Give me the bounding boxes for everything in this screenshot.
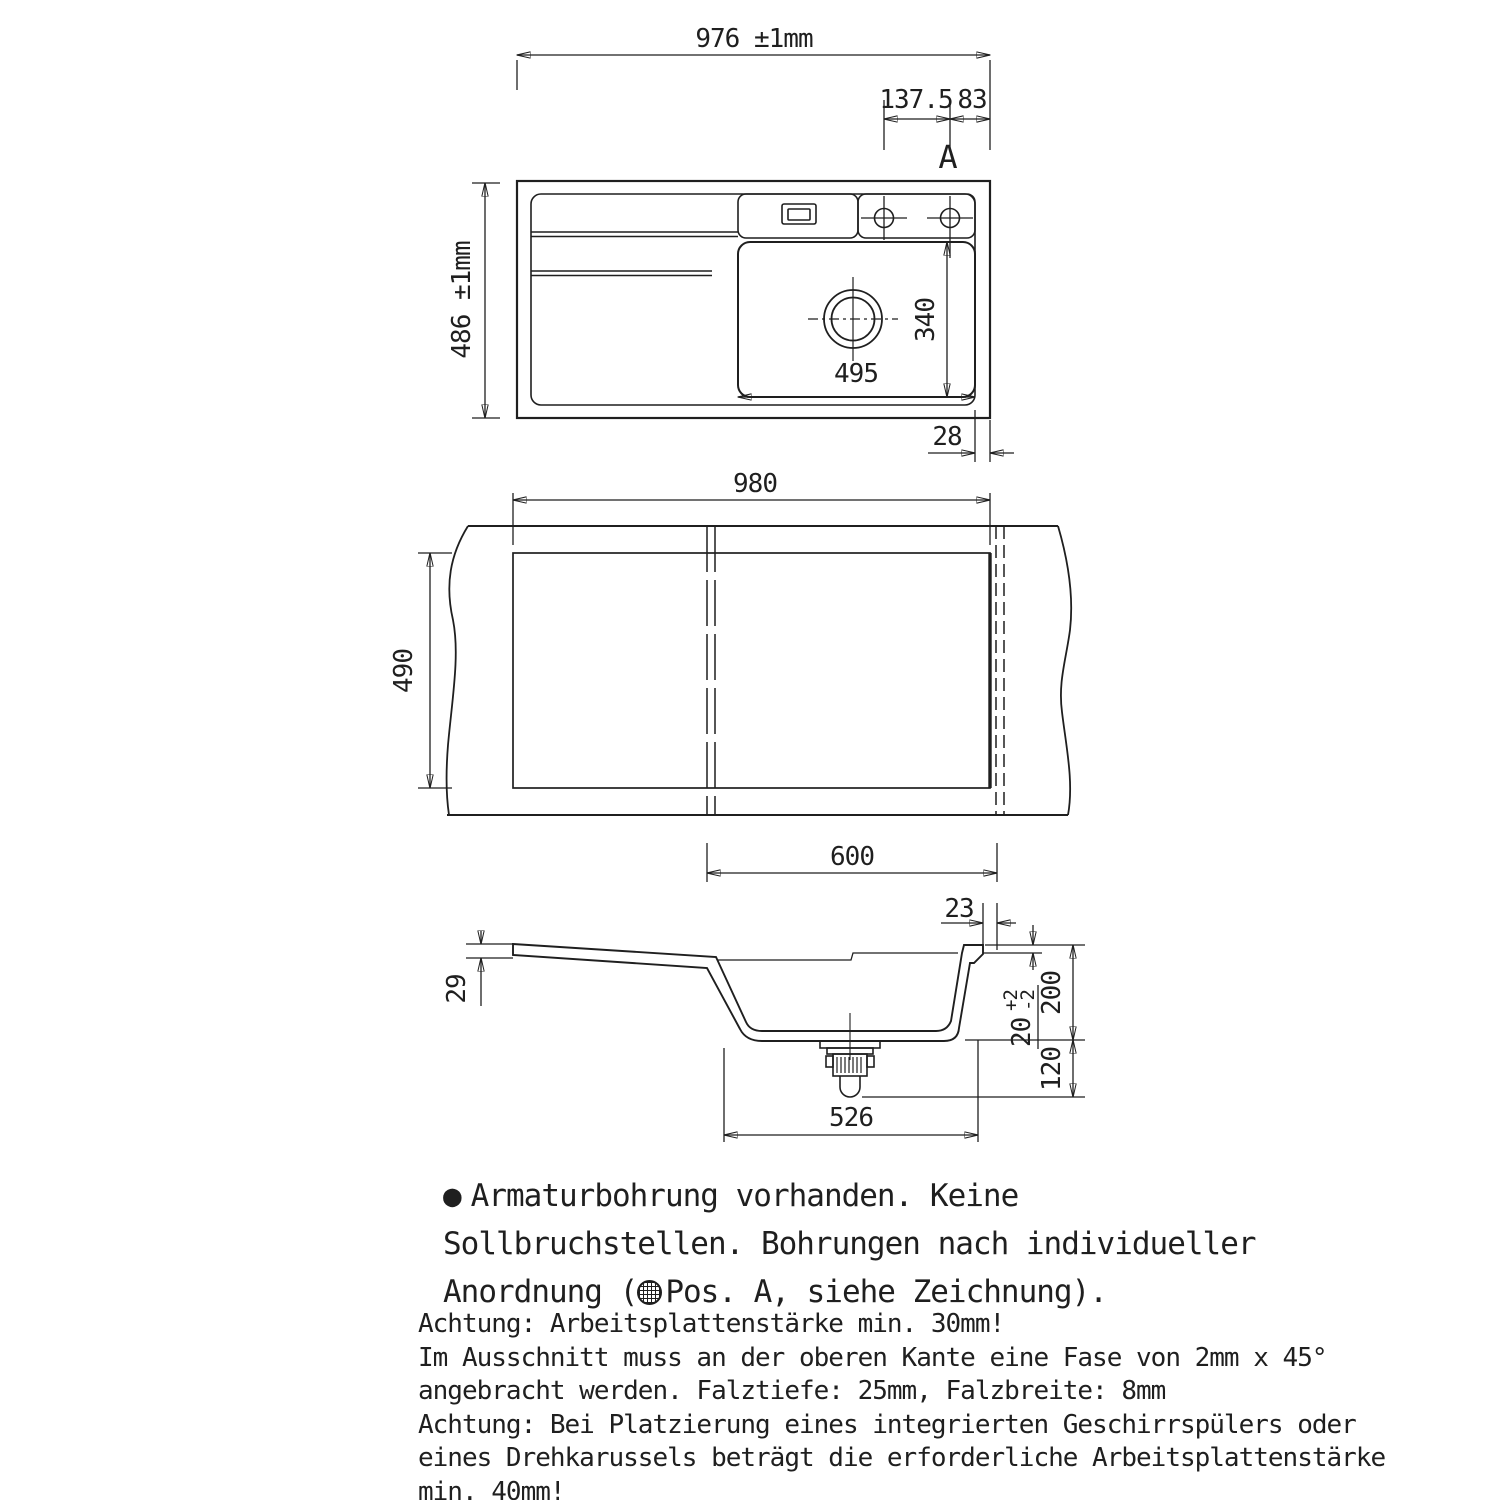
drain-thread-ribs bbox=[837, 1057, 861, 1073]
faucet-hole-marker bbox=[861, 196, 907, 240]
notes-primary bbox=[443, 1172, 1256, 1316]
cabinet-joint-lines bbox=[707, 526, 715, 815]
sink-rim-inner bbox=[531, 194, 975, 405]
note-text: Anordnung ( bbox=[443, 1274, 638, 1310]
sink-section-body bbox=[513, 944, 983, 1041]
tap-hole-ledge bbox=[858, 194, 975, 238]
position-a-hole-marker bbox=[927, 196, 973, 258]
dim-bowl-width: 495 bbox=[834, 359, 878, 389]
cutout-view-dimensions bbox=[389, 469, 997, 882]
dim-overall-width: 976 ±1mm bbox=[695, 24, 813, 54]
note-text: Achtung: Arbeitsplattenstärke min. 30mm! bbox=[418, 1309, 1005, 1339]
note-text: Armaturbohrung vorhanden. Keine bbox=[470, 1178, 1019, 1214]
dim-rim-to-edge: 28 bbox=[932, 422, 962, 452]
note-line bbox=[418, 1308, 1385, 1342]
dim-total-depth: 200 bbox=[1037, 971, 1067, 1015]
dim-cutout-width: 980 bbox=[733, 469, 777, 499]
note-line bbox=[418, 1409, 1385, 1443]
drainer-grooves bbox=[531, 232, 738, 276]
worktop-break-line-left bbox=[447, 526, 468, 815]
note-line bbox=[418, 1342, 1385, 1376]
note-line bbox=[418, 1442, 1385, 1476]
dim-rim-overhang: 23 bbox=[944, 894, 974, 924]
note-text: Im Ausschnitt muss an der oberen Kante eine Fase von 2mm x 45° bbox=[418, 1342, 1327, 1373]
note-line bbox=[418, 1375, 1385, 1409]
crosshatch-circle-icon bbox=[637, 1280, 662, 1305]
bullet-icon: ● bbox=[443, 1178, 461, 1214]
note-line bbox=[443, 1220, 1256, 1268]
dim-rim-height-tol-plus: +2 bbox=[1000, 990, 1022, 1011]
drain-assembly bbox=[820, 1013, 880, 1097]
dim-drain-clearance: 120 bbox=[1037, 1047, 1067, 1091]
dim-bowl-outer-width: 526 bbox=[829, 1103, 873, 1133]
note-text: angebracht werden. Falztiefe: 25mm, Falzbreite: 8mm bbox=[418, 1376, 1166, 1406]
dim-overall-depth: 486 ±1mm bbox=[447, 241, 477, 359]
dim-bowl-depth: 340 bbox=[911, 298, 941, 342]
dim-hole-to-edge: 83 bbox=[957, 85, 987, 115]
dim-rim-height: 20 bbox=[1007, 1017, 1037, 1047]
worktop-break-line-right bbox=[1058, 526, 1071, 815]
dim-cabinet-width: 600 bbox=[830, 842, 874, 872]
drain-symbol bbox=[808, 277, 898, 361]
dim-hole-spacing: 137.5 bbox=[879, 85, 953, 115]
note-text: Sollbruchstellen. Bohrungen nach individueller bbox=[443, 1226, 1256, 1262]
note-text: Pos. A, siehe Zeichnung). bbox=[665, 1274, 1107, 1310]
note-text: Achtung: Bei Platzierung eines integrierten Geschirrspülers oder bbox=[418, 1409, 1356, 1440]
dim-front-edge-thickness: 29 bbox=[442, 974, 472, 1004]
notes-secondary bbox=[418, 1308, 1385, 1500]
cutout-view bbox=[447, 526, 1072, 815]
cutout-rectangle bbox=[513, 553, 990, 788]
section-view-dimensions bbox=[442, 894, 1085, 1142]
overflow-icon bbox=[782, 204, 816, 224]
note-line bbox=[443, 1172, 1256, 1220]
dim-rim-height-tol-minus: -2 bbox=[1017, 990, 1039, 1011]
note-text: eines Drehkarussels beträgt die erforderliche Arbeitsplattenstärke bbox=[418, 1443, 1386, 1473]
hole-position-label: A bbox=[938, 138, 958, 176]
sink-edge-hidden-lines bbox=[996, 526, 1004, 815]
far-rim-edge bbox=[718, 953, 958, 960]
note-text: min. 40mm! bbox=[418, 1476, 565, 1500]
section-view bbox=[513, 944, 983, 1097]
faucet-deck bbox=[738, 194, 858, 238]
dim-cutout-depth: 490 bbox=[389, 649, 419, 693]
note-line bbox=[418, 1476, 1385, 1500]
